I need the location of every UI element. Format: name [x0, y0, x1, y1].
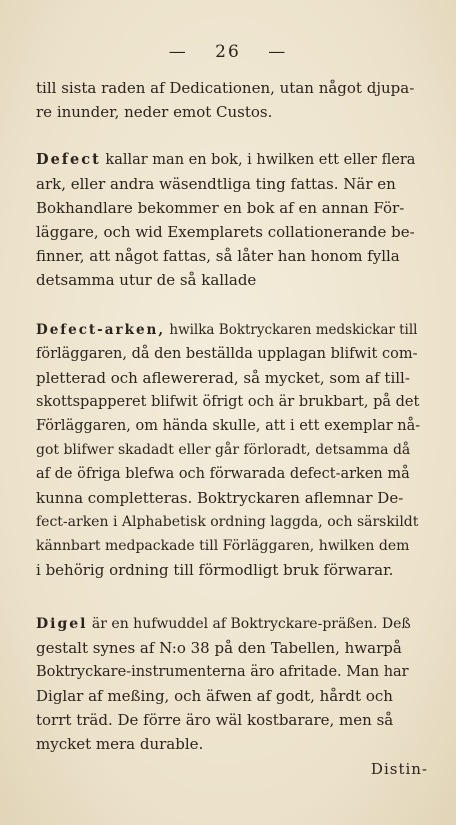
text-line: Förläggaren, om hända skulle, att i ett exemplar nå- — [36, 418, 420, 434]
page-number: 26 — [215, 42, 241, 62]
entry-first-line — [36, 318, 420, 342]
text-line: skottspapperet blifwit öfrigt och är brukbart, på det — [36, 394, 420, 410]
text-line: är en hufwuddel af Boktryckare-präßen. Deß — [87, 616, 411, 632]
text-line: hwilka Boktryckaren medskickar till — [165, 322, 418, 338]
text-line: förläggaren, då den beställda upplagan blifwit com- — [36, 346, 418, 362]
text-line: Boktryckare-instrumenterna äro afritade. Man har — [36, 664, 409, 680]
text-line: kännbart medpackade till Förläggaren, hwilken dem — [36, 538, 410, 554]
text-line: Bokhandlare bekommer en bok af en annan För- — [36, 199, 405, 217]
entry-first-line — [36, 148, 420, 172]
catchword: Distin- — [370, 760, 428, 778]
text-line: Diglar af meßing, och äfwen af godt, hårdt och — [36, 687, 393, 705]
entry-term: Defect-arken, — [36, 322, 166, 338]
text-line: detsamma utur de så kallade — [36, 271, 257, 289]
text-line: mycket mera durable. — [36, 735, 204, 753]
text-line: gestalt synes af N:o 38 på den Tabellen, hwarpå — [36, 639, 402, 657]
text-line: af de öfriga blefwa och förwarada defect-arken må — [36, 466, 410, 482]
text-line: läggare, och wid Exemplarets collationerande be- — [36, 223, 415, 241]
entry-first-line — [36, 612, 420, 636]
header-dash-right: — — [268, 42, 288, 62]
text-line: ark, eller andra wäsendtliga ting fattas. När en — [36, 175, 396, 193]
text-line: got blifwer skadadt eller går förloradt, detsamma då — [36, 442, 411, 458]
text-line: kunna completteras. Boktryckaren aflemnar De- — [36, 489, 404, 507]
entry-term: Defect — [36, 151, 101, 168]
header-dash-left: — — [168, 42, 188, 62]
page-header — [0, 42, 456, 62]
text-line: pletterad och aflewererad, så mycket, som af till- — [36, 369, 410, 387]
text-line: finner, att något fattas, så låter han honom fylla — [36, 247, 400, 265]
text-line: re inunder, neder emot Custos. — [36, 103, 273, 121]
text-line: i behörig ordning till förmodligt bruk förwarar. — [36, 561, 394, 579]
entry-term: Digel — [36, 616, 88, 632]
text-line: kallar man en bok, i hwilken ett eller flera — [100, 152, 416, 168]
text-line: torrt träd. De förre äro wäl kostbarare, men så — [36, 711, 394, 729]
text-line: till sista raden af Dedicationen, utan något djupa- — [36, 79, 415, 97]
text-line: fect-arken i Alphabetisk ordning laggda, och särskildt — [36, 514, 419, 530]
